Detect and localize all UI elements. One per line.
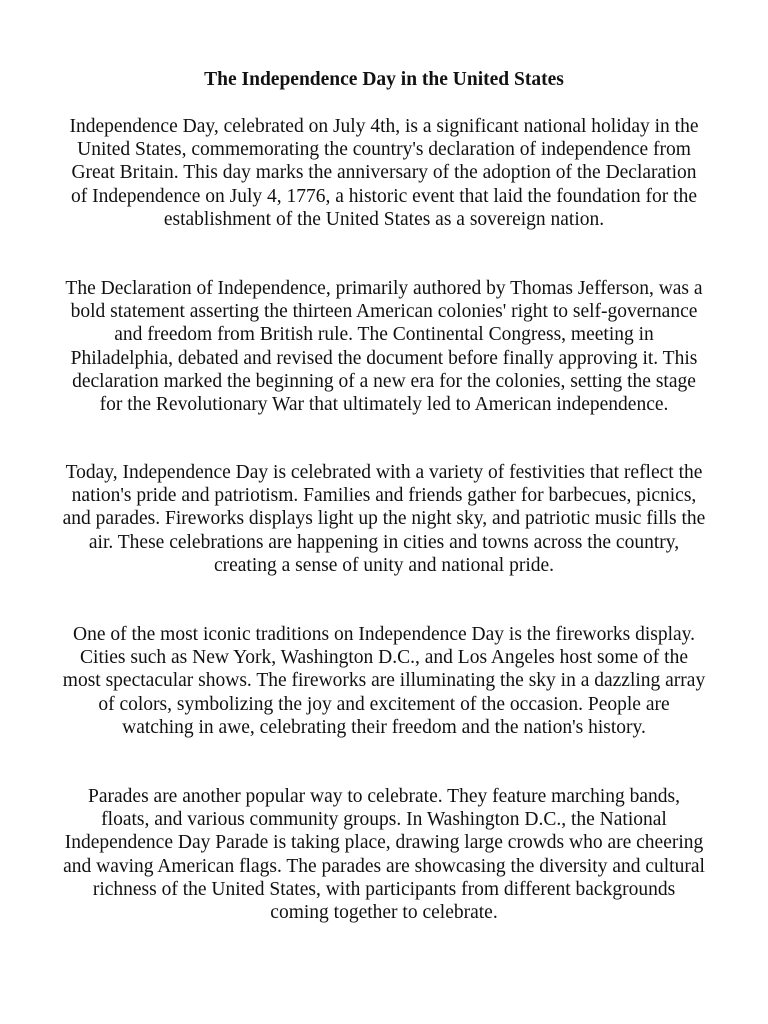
paragraph-5: Parades are another popular way to celebrate. They feature marching bands, floats, and various community groups. In Washington D.C., the National Independence Day Parade is taking place, drawing large crowds who are cheering and waving American flags. The parades are showcasing the diversity and cultural richness of the United States, with participants from different backgrounds coming together to celebrate. <box>63 786 705 924</box>
document-title: The Independence Day in the United States <box>204 69 564 90</box>
paragraph-4: One of the most iconic traditions on Independence Day is the fireworks display. Cities such as New York, Washington D.C., and Los Angeles host some of the most spectacular shows. The fireworks are illuminating the sky in a dazzling array of colors, symbolizing the joy and excitement of the occasion. People are watching in awe, celebrating their freedom and the nation's history. <box>62 624 706 738</box>
paragraph-2: The Declaration of Independence, primarily authored by Thomas Jefferson, was a bold statement asserting the thirteen American colonies' right to self-governance and freedom from British rule. The Continental Congress, meeting in Philadelphia, debated and revised the document before finally approving it. This declaration marked the beginning of a new era for the colonies, setting the stage for the Revolutionary War that ultimately led to American independence. <box>65 278 703 416</box>
paragraph-1: Independence Day, celebrated on July 4th, is a significant national holiday in the United States, commemorating the country's declaration of independence from Great Britain. This day marks the anniversary of the adoption of the Declaration of Independence on July 4, 1776, a historic event that laid the foundation for the establishment of the United States as a sovereign nation. <box>69 116 699 230</box>
paragraph-3: Today, Independence Day is celebrated with a variety of festivities that reflect the nation's pride and patriotism. Families and friends gather for barbecues, picnics, and parades. Fireworks displays light up the night sky, and patriotic music fills the air. These celebrations are happening in cities and towns across the country, creating a sense of unity and national pride. <box>62 462 706 576</box>
